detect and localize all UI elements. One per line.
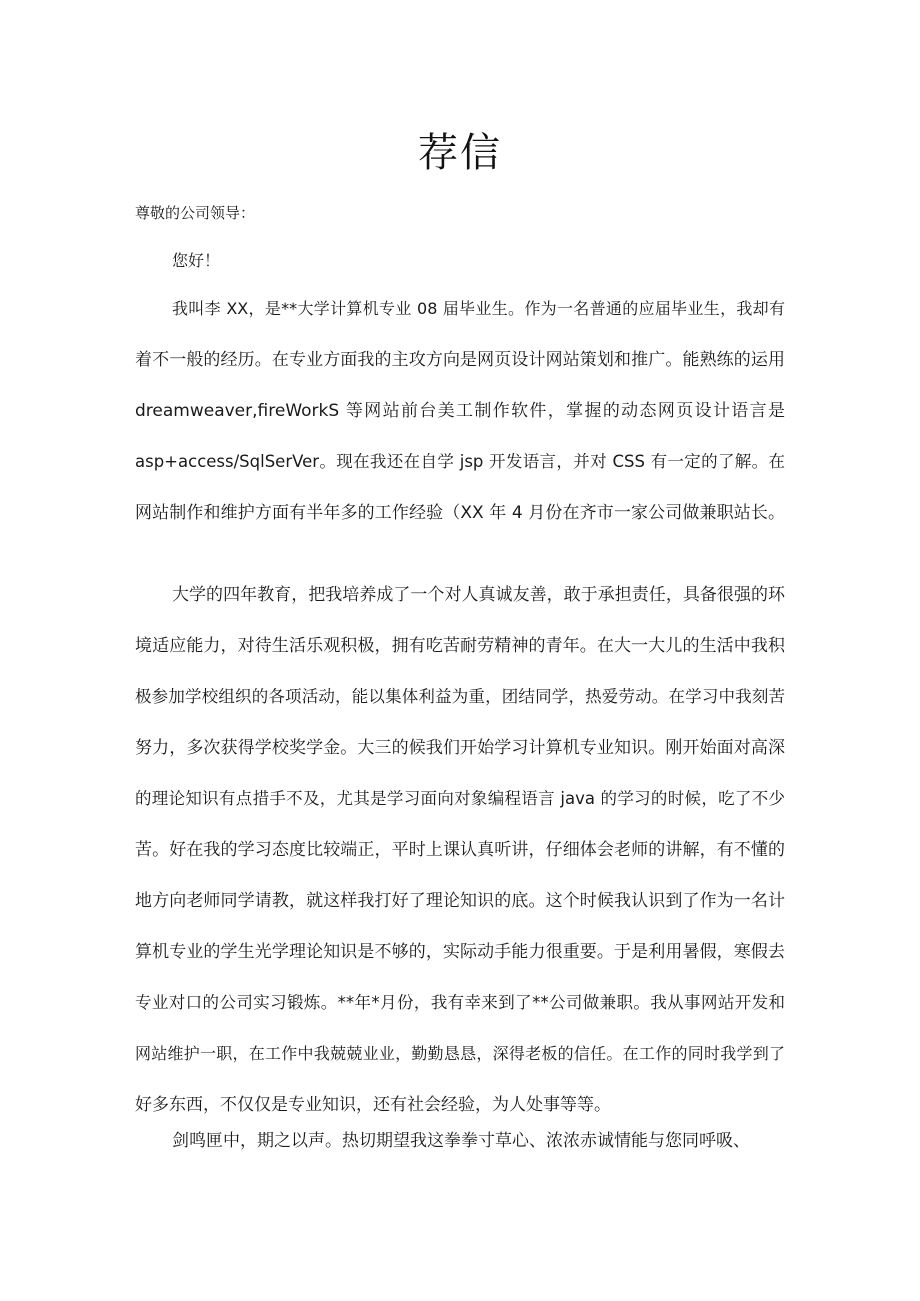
paragraph-line: 专业对口的公司实习锻炼。**年*月份，我有幸来到了**公司做兼职。我从事网站开发和 bbox=[135, 993, 785, 1012]
paragraph-line: 的理论知识有点措手不及，尤其是学习面向对象编程语言 java 的学习的时候，吃了不少 bbox=[135, 789, 785, 808]
paragraph-education bbox=[135, 580, 785, 1141]
paragraph-line: 境适应能力，对待生活乐观积极，拥有吃苦耐劳精神的青年。在大一大儿的生活中我积 bbox=[135, 636, 785, 656]
paragraph-line: 努力，多次获得学校奖学金。大三的候我们开始学习计算机专业知识。刚开始面对高深 bbox=[135, 738, 785, 758]
paragraph-line: 好多东西，不仅仅是专业知识，还有社会经验，为人处事等等。 bbox=[135, 1095, 611, 1115]
page-title: 荐信 bbox=[418, 130, 502, 176]
paragraph-line: 大学的四年教育，把我培养成了一个对人真诚友善，敢于承担责任，具备很强的环 bbox=[172, 585, 785, 605]
paragraph-line: 网站制作和维护方面有半年多的工作经验（XX 年 4 月份在齐市一家公司做兼职站长。 bbox=[135, 503, 785, 523]
paragraph-closing bbox=[135, 1126, 785, 1177]
paragraph-line: asp+access/SqlSerVer。现在我还在自学 jsp 开发语言，并对 CSS 有一定的了解。在 bbox=[135, 452, 785, 471]
paragraph-line: 我叫李 XX，是**大学计算机专业 08 届毕业生。作为一名普通的应届毕业生，我却有 bbox=[172, 299, 785, 318]
paragraph-experience bbox=[135, 294, 785, 549]
paragraph-line: 苦。好在我的学习态度比较端正，平时上课认真听讲，仔细体会老师的讲解，有不懂的 bbox=[135, 840, 785, 860]
salutation: 尊敬的公司领导： bbox=[135, 204, 256, 222]
paragraph-line: 极参加学校组织的各项活动，能以集体利益为重，团结同学，热爱劳动。在学习中我刻苦 bbox=[135, 687, 785, 706]
paragraph-line: 算机专业的学生光学理论知识是不够的，实际动手能力很重要。于是利用暑假，寒假去 bbox=[135, 942, 785, 962]
paragraph-line: 着不一般的经历。在专业方面我的主攻方向是网页设计网站策划和推广。能熟练的运用 bbox=[135, 350, 785, 370]
paragraph-line: 剑鸣匣中，期之以声。热切期望我这拳拳寸草心、浓浓赤诚情能与您同呼吸、 bbox=[172, 1131, 750, 1151]
greeting: 您好！ bbox=[172, 251, 221, 270]
paragraph-line: 地方向老师同学请教，就这样我打好了理论知识的底。这个时候我认识到了作为一名计 bbox=[135, 891, 785, 911]
paragraph-line: 网站维护一职，在工作中我兢兢业业，勤勤恳恳，深得老板的信任。在工作的同时我学到了 bbox=[135, 1044, 785, 1063]
paragraph-line: dreamweaver,fireWorkS 等网站前台美工制作软件，掌握的动态网页设计语言是 bbox=[135, 401, 785, 421]
